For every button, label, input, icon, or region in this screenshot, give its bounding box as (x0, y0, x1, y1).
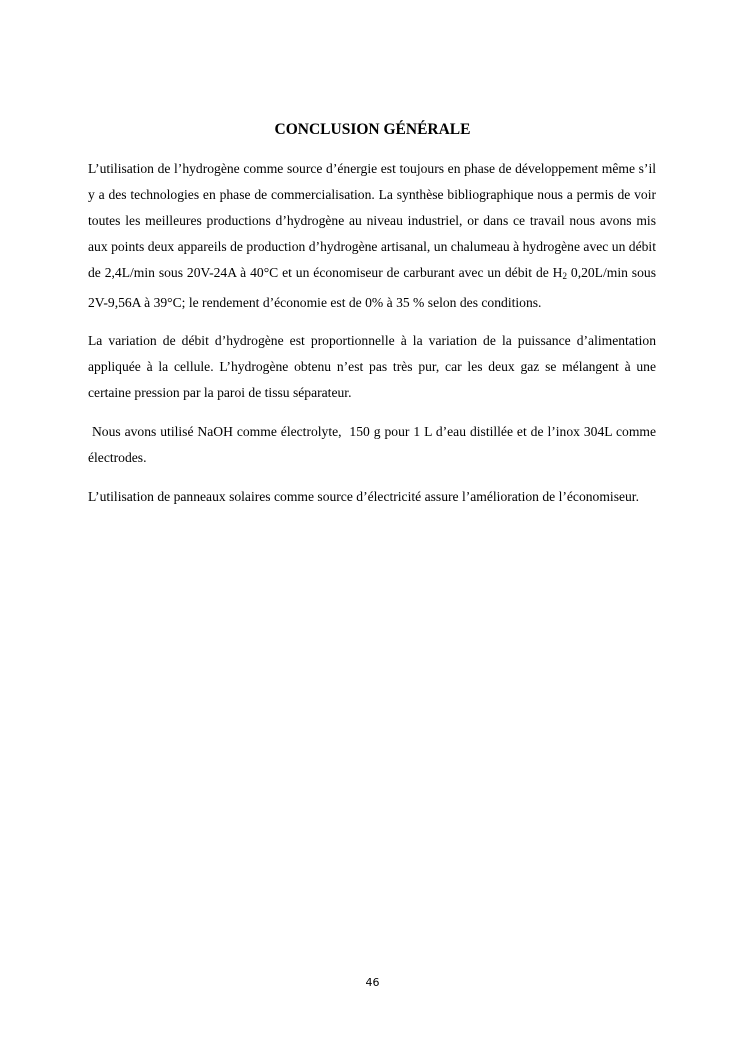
paragraph-1-text: L’utilisation de l’hydrogène comme source d’énergie est toujours en phase de développement même s’il y a des technologies en phase de commercialisation. La synthèse bibliographique nous a permis de voir toutes les meilleures productions d’hydrogène au niveau industriel, or dans ce travail nous avons mis aux points deux appareils de production d’hydrogène artisanal, un chalumeau à hydrogène avec un débit de 2,4L/min sous 20V-24A à 40°C et un économiseur de carburant avec un débit de H (88, 161, 656, 280)
paragraph-1 (88, 156, 656, 315)
page-number: 46 (365, 976, 380, 989)
paragraph-4: L’utilisation de panneaux solaires comme source d’électricité assure l’amélioration de l’économiseur. (88, 488, 639, 504)
conclusion-body (88, 156, 660, 523)
page-title: CONCLUSION GÉNÉRALE (274, 121, 471, 138)
h2-subscript: 2 (562, 270, 567, 281)
paragraph-1-text-continued: 0,20L/min sous 2V-9,56A à 39°C; le rendement d’économie est de 0% à 35 % selon des conditions. (88, 264, 656, 310)
paragraph-2: La variation de débit d’hydrogène est proportionnelle à la variation de la puissance d’alimentation appliquée à la cellule. L’hydrogène obtenu n’est pas très pur, car les deux gaz se mélangent à une certaine pression par la paroi de tissu séparateur. (88, 333, 656, 401)
paragraph-3: Nous avons utilisé NaOH comme électrolyte, 150 g pour 1 L d’eau distillée et de l’inox 304L comme électrodes. (88, 424, 660, 466)
